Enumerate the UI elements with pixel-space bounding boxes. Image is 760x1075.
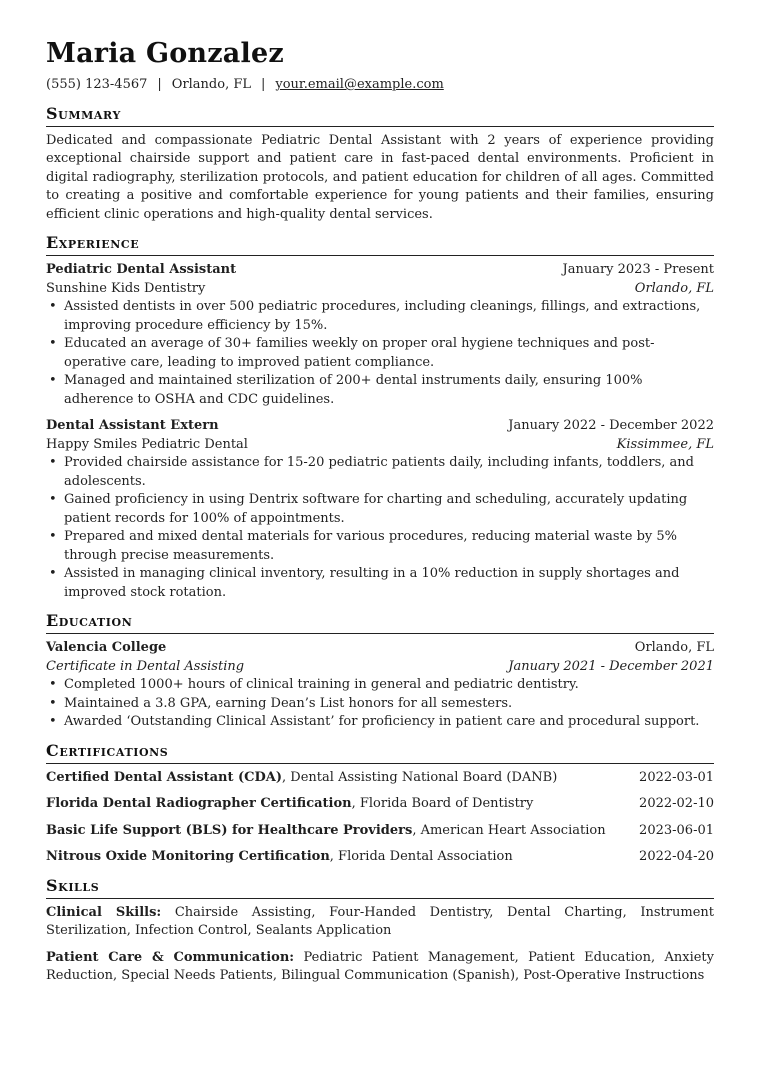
job-dates: January 2022 - December 2022: [508, 418, 714, 433]
bullet-item: • Educated an average of 30+ families weekly on proper oral hygiene techniques and post-operative care, leading to improved patient compliance.: [46, 335, 714, 372]
bullet-item: • Maintained a 3.8 GPA, earning Dean’s List honors for all semesters.: [46, 695, 714, 714]
certification-name: Basic Life Support (BLS) for Healthcare Providers: [46, 822, 413, 838]
bullet-item: • Prepared and mixed dental materials for various procedures, reducing material waste by 5% through precise measurements.: [46, 528, 714, 565]
program-name: Certificate in Dental Assisting: [46, 658, 245, 674]
skill-group-label: Patient Care & Communication:: [46, 949, 295, 965]
section-title-education: Education: [46, 611, 714, 634]
certification-issuer: , Florida Dental Association: [329, 849, 513, 864]
certification-item: [46, 848, 714, 867]
skill-group: [46, 949, 714, 986]
certification-issuer: , American Heart Association: [412, 822, 606, 838]
bullet-item: • Awarded ‘Outstanding Clinical Assistant’ for proficiency in patient care and procedural support.: [46, 713, 714, 732]
bullet-item: • Gained proficiency in using Dentrix software for charting and scheduling, accurately updating patient records for 100% of appointments.: [46, 491, 714, 528]
contact-line: [46, 76, 714, 95]
job-role: Dental Assistant Extern: [46, 418, 219, 433]
job-dates: January 2023 - Present: [562, 262, 714, 277]
certification-date: 2022-02-10: [639, 796, 714, 811]
section-title-summary: Summary: [46, 104, 714, 127]
skill-group: [46, 904, 714, 941]
certification-issuer: , Florida Board of Dentistry: [351, 796, 534, 811]
job-location: Orlando, FL: [634, 280, 714, 296]
school-name: Valencia College: [46, 640, 167, 655]
certification-item: [46, 769, 714, 788]
certification-date: 2022-03-01: [639, 769, 714, 785]
job-location: Kissimmee, FL: [616, 436, 714, 452]
certification-name: Nitrous Oxide Monitoring Certification: [46, 849, 330, 864]
location: Orlando, FL: [171, 77, 251, 92]
certification-item: [46, 795, 714, 814]
section-title-experience: Experience: [46, 233, 714, 256]
bullet-item: • Provided chairside assistance for 15-20 pediatric patients daily, including infants, toddlers, and adolescents.: [46, 454, 714, 491]
skill-group-label: Clinical Skills:: [46, 904, 162, 920]
job-entry: [46, 261, 714, 409]
skill-group-text: Pediatric Patient Management, Patient Education, Anxiety Reduction, Special Needs Patients, Bilingual Communication (Spanish), Post-Operative Instructions: [46, 949, 714, 983]
education-bullets: [46, 676, 714, 732]
job-role: Pediatric Dental Assistant: [46, 262, 237, 277]
skill-group-text: Chairside Assisting, Four-Handed Dentistry, Dental Charting, Instrument Sterilization, Infection Control, Sealants Application: [46, 904, 714, 938]
experience-section: [46, 233, 714, 602]
skills-section: [46, 876, 714, 986]
job-entry: [46, 417, 714, 602]
certification-issuer: , Dental Assisting National Board (DANB): [282, 769, 558, 785]
job-company: Sunshine Kids Dentistry: [46, 280, 206, 296]
phone-number: (555) 123-4567: [46, 77, 148, 92]
job-bullets: [46, 454, 714, 602]
certification-item: [46, 822, 714, 841]
email-link[interactable]: your.email@example.com: [275, 77, 444, 92]
job-bullets: [46, 298, 714, 409]
summary-text: Dedicated and compassionate Pediatric Dental Assistant with 2 years of experience providing exceptional chairside support and patient care in fast-paced dental environments. Proficient in digital radiography, sterilization protocols, and patient education for children of all ages. Committed to creating a positive and comfortable experience for young patients and their families, ensuring efficient clinic operations and high-quality dental services.: [46, 132, 714, 222]
certification-name: Certified Dental Assistant (CDA): [46, 769, 283, 785]
school-location: Orlando, FL: [634, 640, 714, 655]
bullet-item: • Managed and maintained sterilization of 200+ dental instruments daily, ensuring 100% adherence to OSHA and CDC guidelines.: [46, 372, 714, 409]
contact-separator: |: [261, 77, 266, 92]
bullet-item: • Assisted dentists in over 500 pediatric procedures, including cleanings, fillings, and extractions, improving procedure efficiency by 15%.: [46, 298, 714, 335]
contact-separator: |: [157, 77, 162, 92]
section-title-skills: Skills: [46, 876, 714, 899]
education-section: [46, 611, 714, 732]
summary-section: [46, 104, 714, 225]
candidate-name: Maria Gonzalez: [46, 38, 284, 69]
bullet-item: • Completed 1000+ hours of clinical training in general and pediatric dentistry.: [46, 676, 714, 695]
education-dates: January 2021 - December 2021: [508, 658, 714, 674]
certification-name: Florida Dental Radiographer Certification: [46, 796, 352, 811]
certification-date: 2022-04-20: [639, 849, 714, 864]
job-company: Happy Smiles Pediatric Dental: [46, 436, 248, 452]
bullet-item: • Assisted in managing clinical inventory, resulting in a 10% reduction in supply shortages and improved stock rotation.: [46, 565, 714, 602]
certifications-section: [46, 741, 714, 867]
section-title-certifications: Certifications: [46, 741, 714, 764]
certification-date: 2023-06-01: [639, 822, 714, 838]
